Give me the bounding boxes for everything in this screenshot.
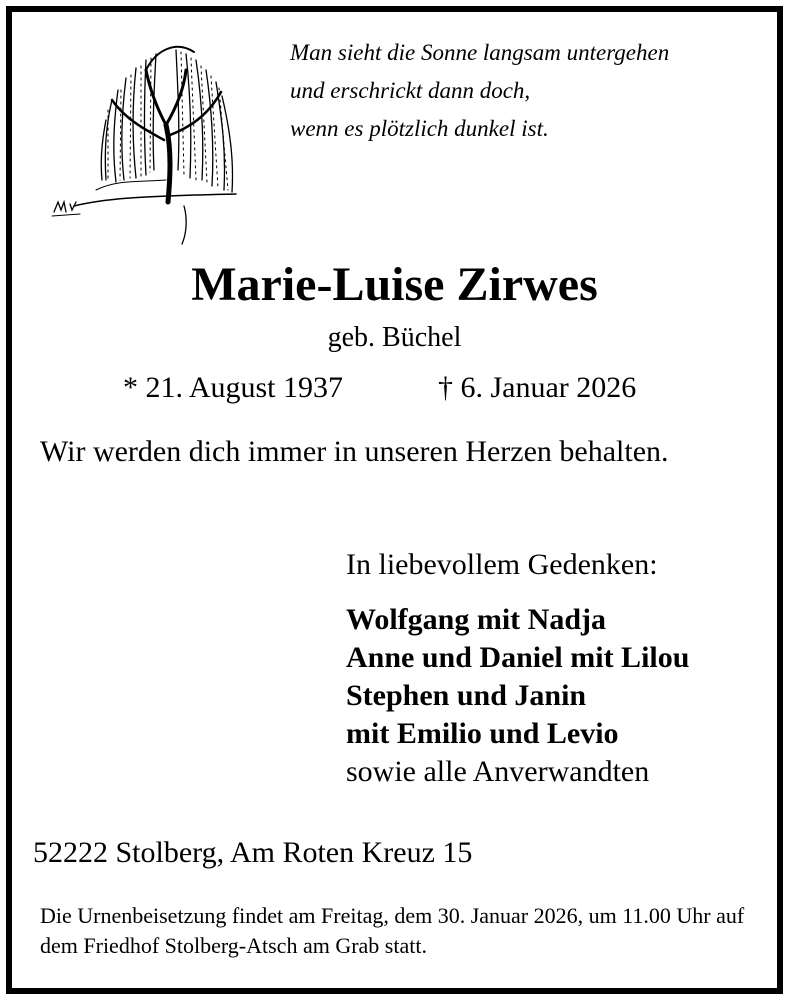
farewell-message: Wir werden dich immer in unseren Herzen behalten. — [40, 435, 669, 468]
death-date: † 6. Januar 2026 — [438, 371, 637, 404]
poem-line: Man sieht die Sonne langsam untergehen — [290, 40, 670, 65]
birth-name: geb. Büchel — [327, 322, 462, 353]
burial-notice: Die Urnenbeisetzung findet am Freitag, dem 30. Januar 2026, um 11.00 Uhr auf dem Friedhof Stolberg-Atsch am Grab statt. — [40, 903, 745, 958]
deceased-name: Marie-Luise Zirwes — [191, 258, 598, 311]
weeping-willow-icon — [46, 30, 246, 248]
mourner-line: Stephen und Janin — [346, 679, 587, 712]
mourner-line: mit Emilio und Levio — [346, 717, 619, 750]
memory-heading: In liebevollem Gedenken: — [346, 548, 658, 581]
mourner-line: Wolfgang mit Nadja — [346, 603, 607, 636]
family-address: 52222 Stolberg, Am Roten Kreuz 15 — [33, 836, 473, 869]
mourner-line: Anne und Daniel mit Lilou — [346, 641, 690, 674]
memorial-poem — [290, 34, 760, 148]
mourners-list — [346, 601, 689, 791]
birth-date: * 21. August 1937 — [123, 371, 344, 404]
relatives-line: sowie alle Anverwandten — [346, 755, 650, 788]
poem-line: wenn es plötzlich dunkel ist. — [290, 116, 549, 141]
poem-line: und erschrickt dann doch, — [290, 78, 531, 103]
